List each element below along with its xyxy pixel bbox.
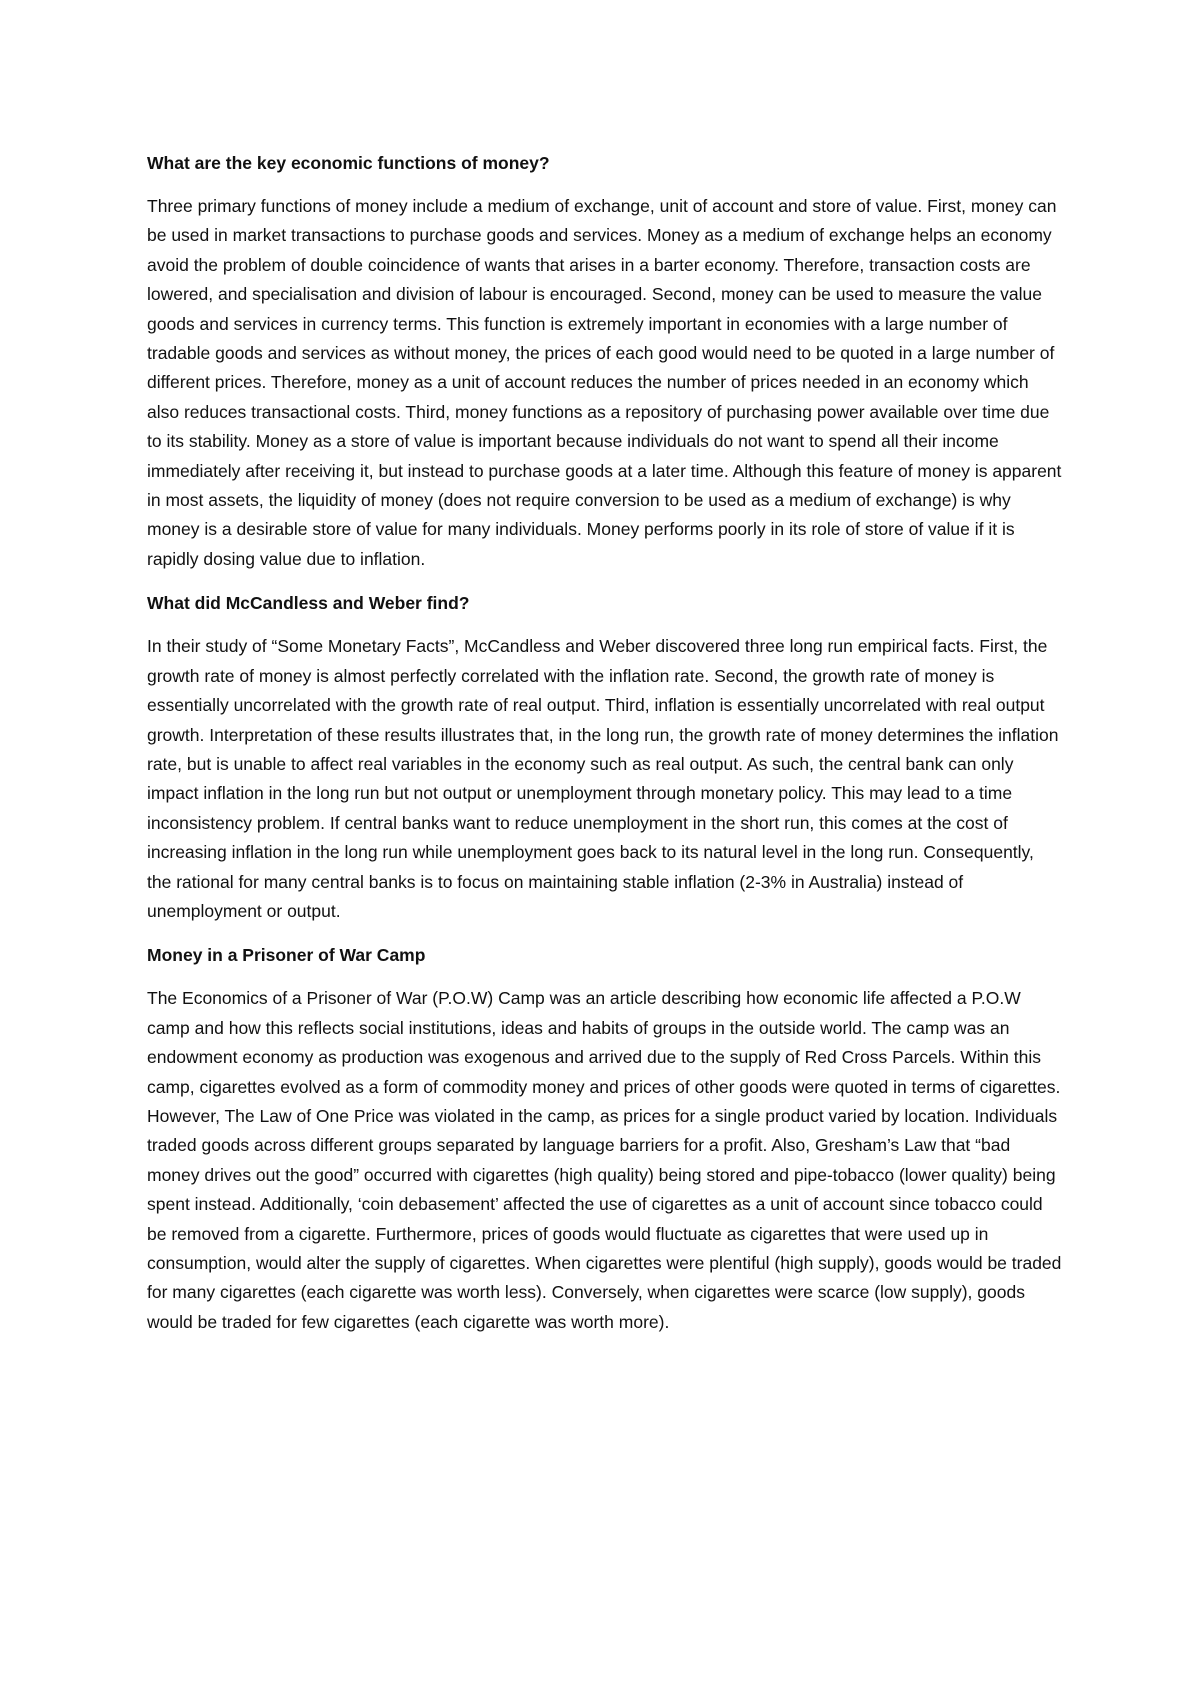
section-pow-camp [147,940,1062,1337]
section-paragraph: Three primary functions of money include a medium of exchange, unit of account and store of value. First, money can be used in market transactions to purchase goods and services. Money as a medium of exchange helps an economy avoid the problem of double coincidence of wants that arises in a barter economy. Therefore, transaction costs are lowered, and specialisation and division of labour is encouraged. Second, money can be used to measure the value goods and services in currency terms. This function is extremely important in economies with a large number of tradable goods and services as without money, the prices of each good would need to be quoted in a large number of different prices. Therefore, money as a unit of account reduces the number of prices needed in an economy which also reduces transactional costs. Third, money functions as a repository of purchasing power available over time due to its stability. Money as a store of value is important because individuals do not want to spend all their income immediately after receiving it, but instead to purchase goods at a later time. Although this feature of money is apparent in most assets, the liquidity of money (does not require conversion to be used as a medium of exchange) is why money is a desirable store of value for many individuals. Money performs poorly in its role of store of value if it is rapidly dosing value due to inflation. [147,196,1062,569]
section-paragraph: The Economics of a Prisoner of War (P.O.W) Camp was an article describing how economic life affected a P.O.W camp and how this reflects social institutions, ideas and habits of groups in the outside world. The camp was an endowment economy as production was exogenous and arrived due to the supply of Red Cross Parcels. Within this camp, cigarettes evolved as a form of commodity money and prices of other goods were quoted in terms of cigarettes. However, The Law of One Price was violated in the camp, as prices for a single product varied by location. Individuals traded goods across different groups separated by language barriers for a profit. Also, Gresham’s Law that “bad money drives out the good” occurred with cigarettes (high quality) being stored and pipe-tobacco (lower quality) being spent instead. Additionally, ‘coin debasement’ affected the use of cigarettes as a unit of account since tobacco could be removed from a cigarette. Furthermore, prices of goods would fluctuate as cigarettes that were used up in consumption, would alter the supply of cigarettes. When cigarettes were plentiful (high supply), goods would be traded for many cigarettes (each cigarette was worth less). Conversely, when cigarettes were scarce (low supply), goods would be traded for few cigarettes (each cigarette was worth more). [147,988,1062,1332]
section-mccandless-weber [147,588,1062,926]
section-heading: Money in a Prisoner of War Camp [147,945,426,966]
section-money-functions [147,148,1062,574]
document-body [147,148,1062,1351]
section-paragraph: In their study of “Some Monetary Facts”, McCandless and Weber discovered three long run empirical facts. First, the growth rate of money is almost perfectly correlated with the inflation rate. Second, the growth rate of money is essentially uncorrelated with the growth rate of real output. Third, inflation is essentially uncorrelated with real output growth. Interpretation of these results illustrates that, in the long run, the growth rate of money determines the inflation rate, but is unable to affect real variables in the economy such as real output. As such, the central bank can only impact inflation in the long run but not output or unemployment through monetary policy. This may lead to a time inconsistency problem. If central banks want to reduce unemployment in the short run, this comes at the cost of increasing inflation in the long run while unemployment goes back to its natural level in the long run. Consequently, the rational for many central banks is to focus on maintaining stable inflation (2-3% in Australia) instead of unemployment or output. [147,636,1059,921]
section-heading: What are the key economic functions of money? [147,153,550,173]
section-heading: What did McCandless and Weber find? [147,593,470,614]
